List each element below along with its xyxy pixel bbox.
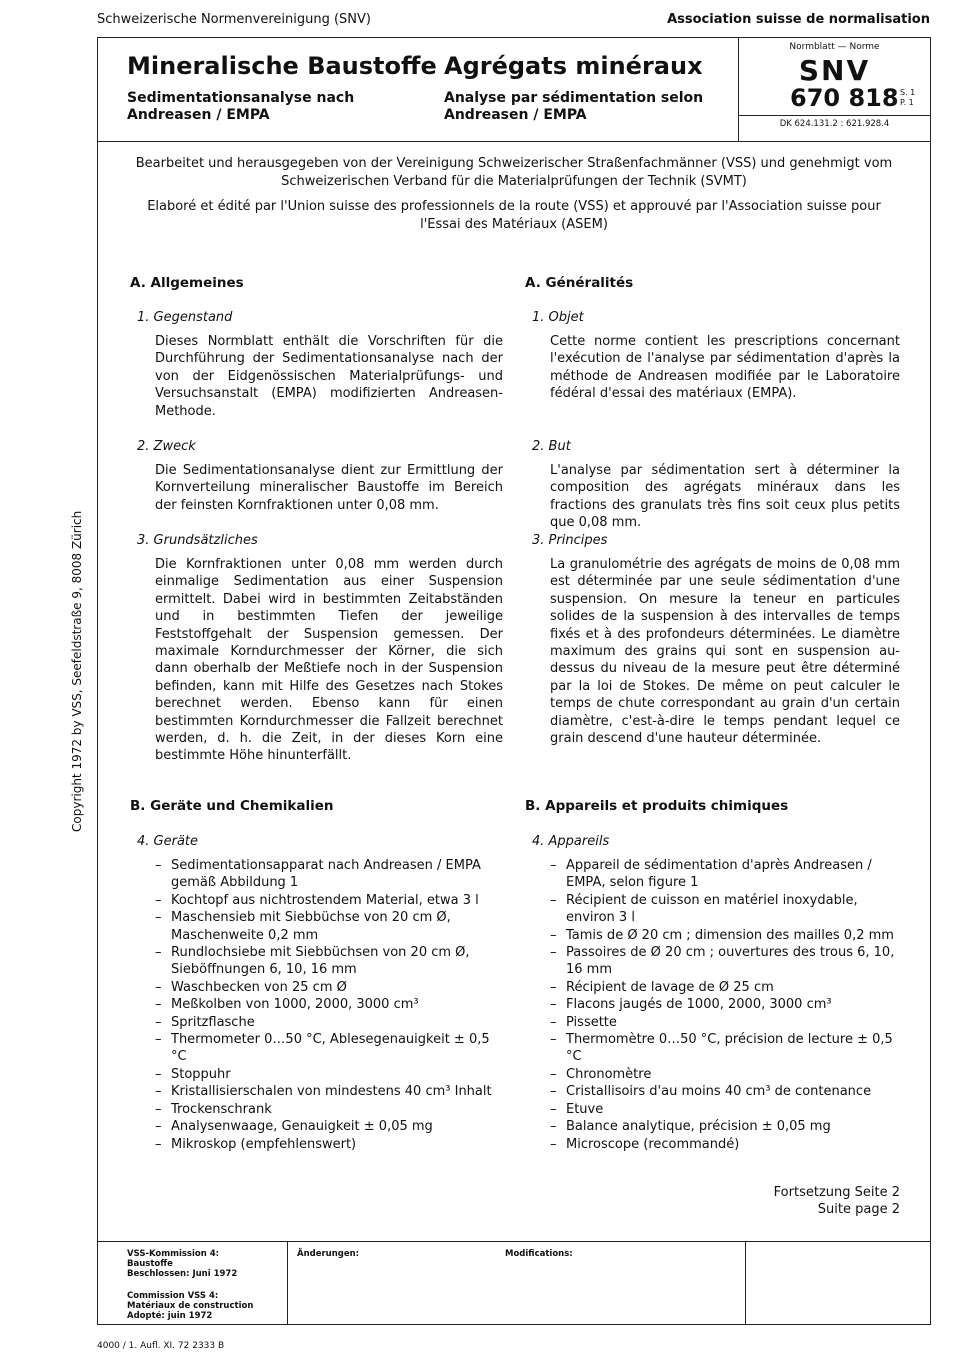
continuation-de: Fortsetzung Seite 2 [773,1185,900,1200]
title-de: Mineralische Baustoffe [127,52,437,80]
standard-number: 670 818 [790,84,899,112]
s2-title-fr: 2. But [532,439,571,454]
list-item: – Cristallisoirs d'au moins 40 cm³ de contenance [550,1083,900,1100]
s3-title-fr: 3. Principes [532,533,608,548]
list-item: – Waschbecken von 25 cm Ø [155,979,503,996]
commission-fr-line2: Matériaux de construction [127,1301,254,1311]
page-s1: S. 1 [900,88,916,97]
footer-divider-2 [745,1241,746,1325]
dk-classification: DK 624.131.2 : 621.928.4 [779,119,890,129]
publisher-fr: Association suisse de normalisation [667,12,930,27]
changes-label-de: Änderungen: [297,1249,360,1259]
print-note: 4000 / 1. Aufl. XI. 72 2333 B [97,1341,225,1351]
subtitle-fr-line1: Analyse par sédimentation selon [444,90,704,106]
list-item: – Rundlochsiebe mit Siebbüchsen von 20 cm Ø, Sieböffnungen 6, 10, 16 mm [155,944,503,979]
list-item: – Analysenwaage, Genauigkeit ± 0,05 mg [155,1118,503,1135]
s1-text-de: Dieses Normblatt enthält die Vorschriften für die Durchführung der Sedimentationsanalyse nach der von der Eidgenössischen Materialprüfungs- und Versuchsanstalt (EMPA) modifizierten Andreasen-Methode. [155,334,503,419]
s2-title-de: 2. Zweck [137,439,196,454]
list-item: – Récipient de lavage de Ø 25 cm [550,979,900,996]
list-item: – Thermometer 0…50 °C, Ablesegenauigkeit ± 0,5 °C [155,1031,503,1066]
footer-divider [97,1241,931,1242]
s3-text-de: Die Kornfraktionen unter 0,08 mm werden durch einmalige Sedimentation aus einer Suspension ermittelt. Dabei wird in bestimmten Zeitabständen und in bestimmten Tiefen der jeweilige Feststoffgehalt der Suspension gemessen. Der maximale Korndurchmesser der Körner, die sich dann oberhalb der Meßtiefe noch in der Suspension befinden, kann mit Hilfe des Gesetzes nach Stokes berechnet werden. Ebenso kann für einen bestimmten Korndurchmesser die Fallzeit berechnet werden, d. h. die Zeit, in der dieses Korn eine bestimmte Höhe hinunterfällt. [155,557,503,764]
publisher-de: Schweizerische Normenvereinigung (SNV) [97,12,371,27]
section-b-heading-fr: B. Appareils et produits chimiques [525,798,789,814]
list-item: – Thermomètre 0…50 °C, précision de lecture ± 0,5 °C [550,1031,900,1066]
list-item: – Passoires de Ø 20 cm ; ouvertures des trous 6, 10, 16 mm [550,944,900,979]
section-a-heading-de: A. Allgemeines [130,275,244,291]
list-item: – Spritzflasche [155,1014,503,1031]
list-item: – Meßkolben von 1000, 2000, 3000 cm³ [155,996,503,1013]
list-item: – Balance analytique, précision ± 0,05 mg [550,1118,900,1135]
commission-de-line3: Beschlossen: Juni 1972 [127,1269,238,1279]
commission-de-line2: Baustoffe [127,1259,173,1269]
list-item: – Stoppuhr [155,1066,503,1083]
subtitle-de-line1: Sedimentationsanalyse nach [127,90,355,106]
standard-label: Normblatt — Norme [789,42,880,52]
list-item: – Pissette [550,1014,900,1031]
s2-text-fr: L'analyse par sédimentation sert à déterminer la composition des agrégats minéraux dans les fractions des granulats très fins soit ceux plus petits que 0,08 mm. [550,463,900,531]
s1-title-de: 1. Gegenstand [137,310,233,325]
intro-fr: Elaboré et édité par l'Union suisse des professionnels de la route (VSS) et approuvé par l'Association suisse pour l'Essai des Matériaux (ASEM) [147,199,881,232]
list-item: – Etuve [550,1101,900,1118]
list-item: – Maschensieb mit Siebbüchse von 20 cm Ø, Maschenweite 0,2 mm [155,909,503,944]
s3-title-de: 3. Grundsätzliches [137,533,258,548]
s4-title-de: 4. Geräte [137,834,199,849]
commission-de-line1: VSS-Kommission 4: [127,1249,220,1259]
page-p1: P. 1 [900,98,914,107]
title-fr: Agrégats minéraux [444,52,703,80]
s1-text-fr: Cette norme contient les prescriptions concernant l'exécution de l'analyse par sédimentation d'après la méthode de Andreasen modifiée par le Laboratoire fédéral d'essai des matériaux (EMPA). [550,334,900,402]
list-item: – Appareil de sédimentation d'après Andreasen / EMPA, selon figure 1 [550,857,900,892]
list-item: – Kochtopf aus nichtrostendem Material, etwa 3 l [155,892,503,909]
list-item: – Microscope (recommandé) [550,1136,900,1153]
list-item: – Tamis de Ø 20 cm ; dimension des mailles 0,2 mm [550,927,900,944]
commission-fr-line3: Adopté: juin 1972 [127,1311,213,1321]
list-item: – Chronomètre [550,1066,900,1083]
s3-text-fr: La granulométrie des agrégats de moins de 0,08 mm est déterminée par une seule sédimentation d'une suspension. On mesure la teneur en particules solides de la suspension à des intervalles de temps fixés et à des profondeurs déterminées. Le diamètre maximum des grains qui sont en suspension au-dessus du niveau de la mesure peut être déterminé par la loi de Stokes. De même on peut calculer le temps de chute correspondant au grain d'un certain diamètre, c'est-à-dire le temps pendant lequel ce grain descend d'une hauteur déterminée. [550,557,900,747]
dk-divider [738,115,931,116]
list-item: – Kristallisierschalen von mindestens 40 cm³ Inhalt [155,1083,503,1100]
header-divider [97,141,931,142]
intro-de: Bearbeitet und herausgegeben von der Vereinigung Schweizerischer Straßenfachmänner (VSS) und genehmigt vom Schweizerischen Verband für die Materialprüfungen der Technik (SVMT) [135,156,893,189]
section-a-heading-fr: A. Généralités [525,275,634,291]
list-item: – Récipient de cuisson en matériel inoxydable, environ 3 l [550,892,900,927]
s4-title-fr: 4. Appareils [532,834,610,849]
subtitle-de-line2: Andreasen / EMPA [127,107,270,123]
continuation-fr: Suite page 2 [817,1202,900,1217]
section-b-heading-de: B. Geräte und Chemikalien [130,798,334,814]
commission-fr-line1: Commission VSS 4: [127,1291,219,1301]
s2-text-de: Die Sedimentationsanalyse dient zur Ermittlung der Kornverteilung mineralischer Baustoffe im Bereich der feinsten Kornfraktionen unter 0,08 mm. [155,463,503,513]
footer-divider-1 [287,1241,288,1325]
s1-title-fr: 1. Objet [532,310,584,325]
list-item: – Mikroskop (empfehlenswert) [155,1136,503,1153]
copyright-notice: Copyright 1972 by VSS, Seefeldstraße 9, 8008 Zürich [70,510,84,832]
snv-label: SNV [798,54,871,87]
changes-label-fr: Modifications: [505,1249,573,1259]
equipment-list-de [155,857,503,1153]
subtitle-fr-line2: Andreasen / EMPA [444,107,587,123]
list-item: – Sedimentationsapparat nach Andreasen / EMPA gemäß Abbildung 1 [155,857,503,892]
list-item: – Trockenschrank [155,1101,503,1118]
equipment-list-fr [550,857,900,1153]
list-item: – Flacons jaugés de 1000, 2000, 3000 cm³ [550,996,900,1013]
